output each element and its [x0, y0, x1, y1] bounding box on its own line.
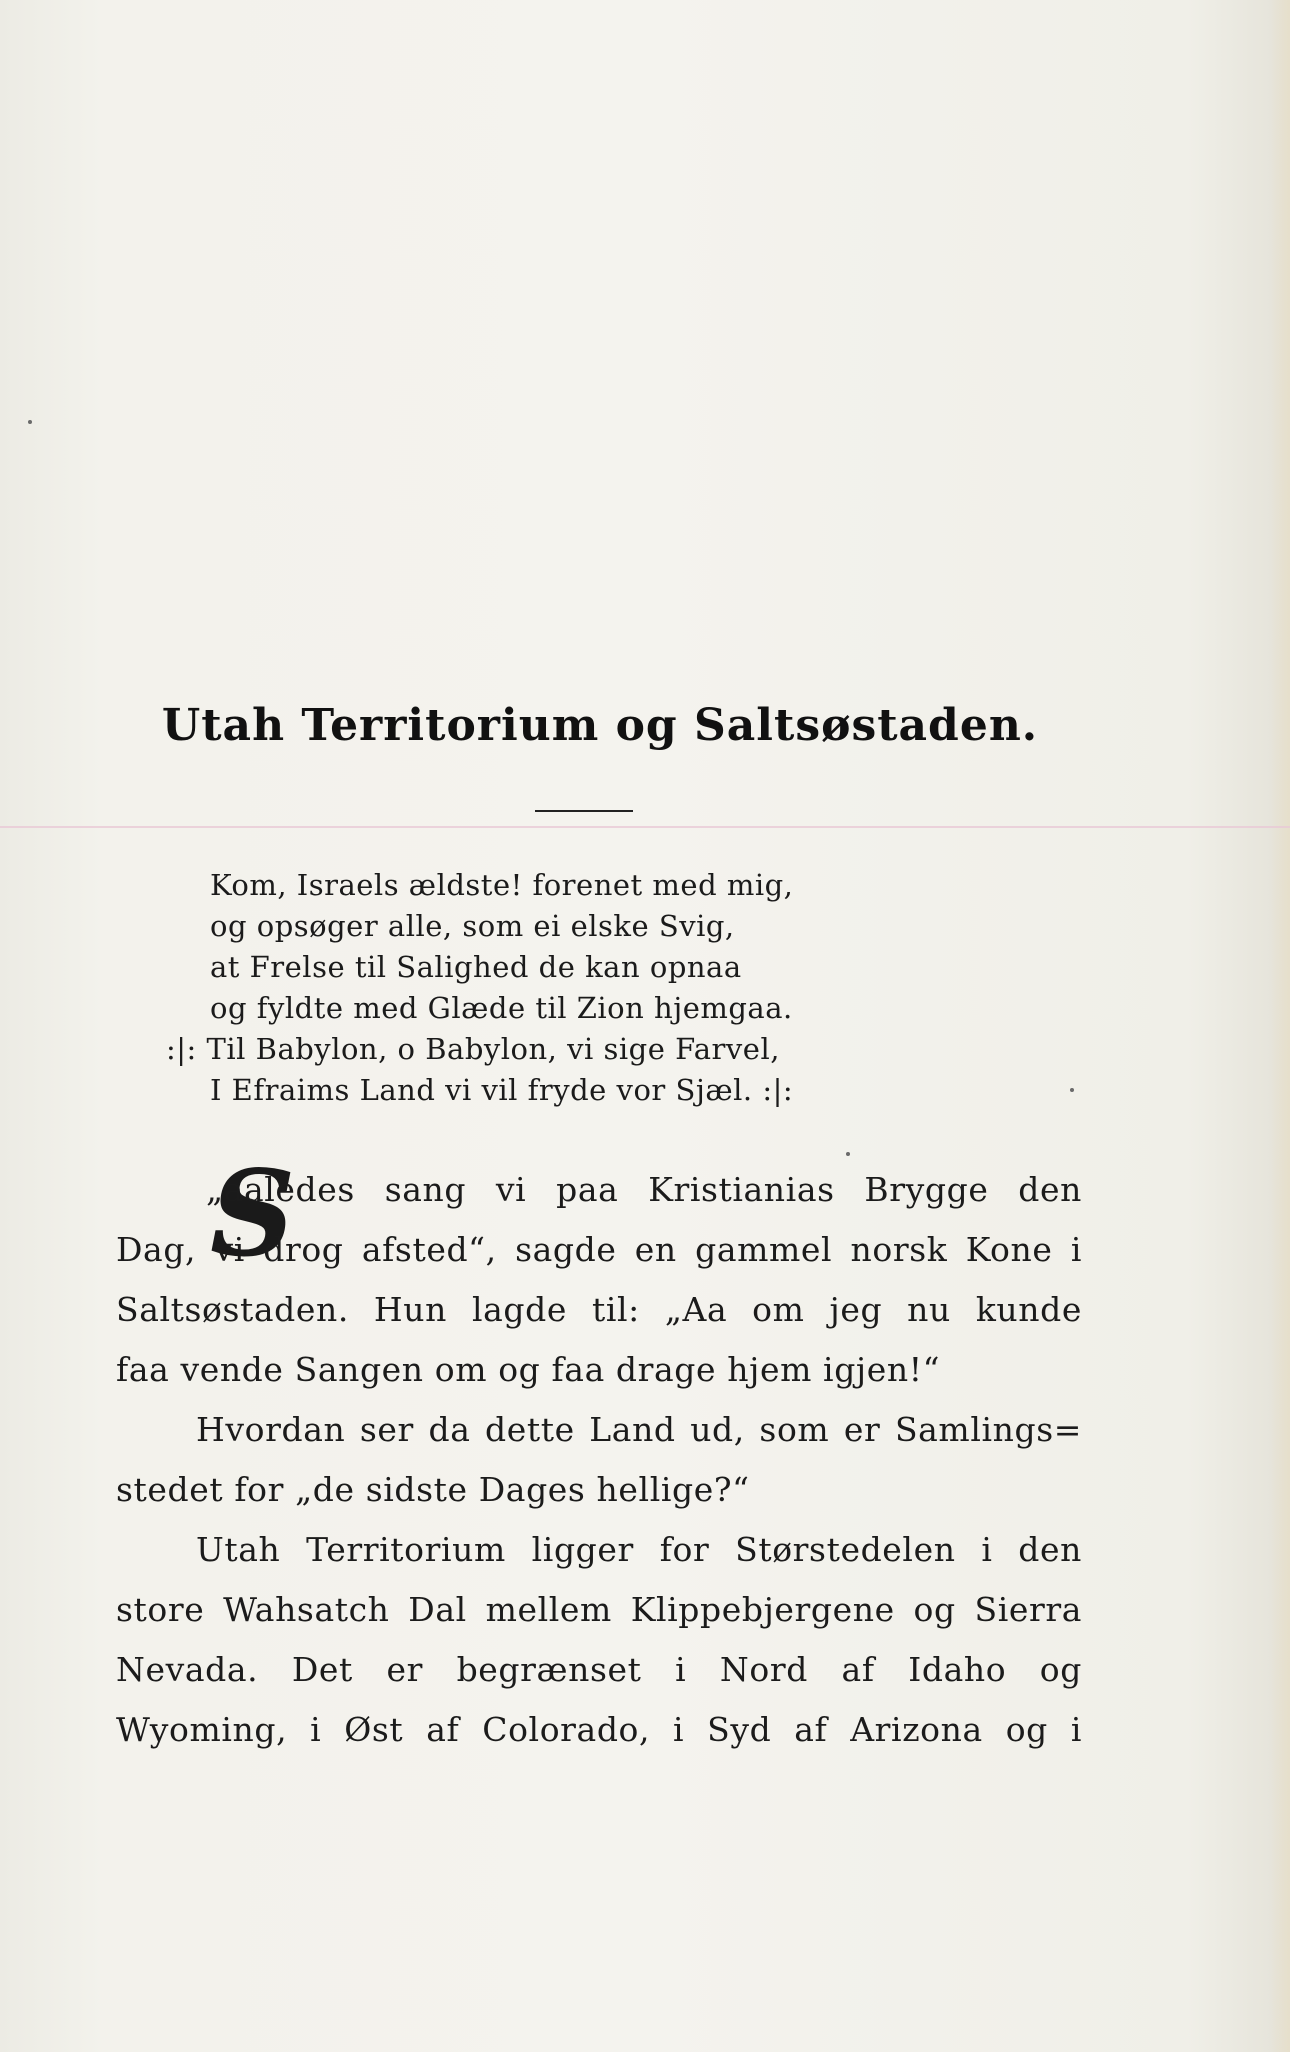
paper-speck [846, 1152, 850, 1156]
verse-block [166, 865, 794, 1111]
verse-line: :|: Til Babylon, o Babylon, vi sige Farvel, [166, 1032, 780, 1066]
text-line: Hvordan ser da dette Land ud, som er Samlings= [196, 1410, 1082, 1449]
text-line: Nevada. Det er begrænset i Nord af Idaho og [116, 1650, 1082, 1689]
body-text [116, 1160, 1082, 1760]
paper-speck [1070, 1088, 1074, 1092]
chapter-title: Utah Territorium og Saltsøstaden. [161, 700, 1039, 751]
paragraph [116, 1520, 1082, 1760]
verse-line: Kom, Israels ældste! forenet med mig, [210, 868, 794, 902]
text-line: stedet for „de sidste Dages hellige?“ [116, 1470, 750, 1509]
text-line: Utah Territorium ligger for Størstedelen i den [196, 1530, 1082, 1569]
verse-line: og fyldte med Glæde til Zion hjemgaa. [210, 991, 793, 1025]
paragraph [116, 1400, 1082, 1520]
verse-line: at Frelse til Salighed de kan opnaa [210, 950, 742, 984]
page-edge-shading [1270, 0, 1290, 2052]
text-line: Dag, vi drog afsted“, sagde en gammel norsk Kone i [116, 1230, 1082, 1269]
text-line: „aaledes sang vi paa Kristianias Brygge den [206, 1170, 1082, 1209]
fold-line [0, 826, 1290, 828]
text-line: faa vende Sangen om og faa drage hjem igjen!“ [116, 1350, 941, 1389]
verse-line: og opsøger alle, som ei elske Svig, [210, 909, 735, 943]
verse-line: I Efraims Land vi vil fryde vor Sjæl. :|: [210, 1073, 794, 1107]
paper-speck [28, 420, 32, 424]
text-line: Saltsøstaden. Hun lagde til: „Aa om jeg nu kunde [116, 1290, 1082, 1329]
text-line: Wyoming, i Øst af Colorado, i Syd af Arizona og i [116, 1710, 1082, 1749]
text-line: store Wahsatch Dal mellem Klippebjergene og Sierra [116, 1590, 1082, 1629]
paragraph [116, 1160, 1082, 1400]
title-rule [535, 810, 633, 812]
drop-cap-initial: S [210, 1144, 296, 1283]
